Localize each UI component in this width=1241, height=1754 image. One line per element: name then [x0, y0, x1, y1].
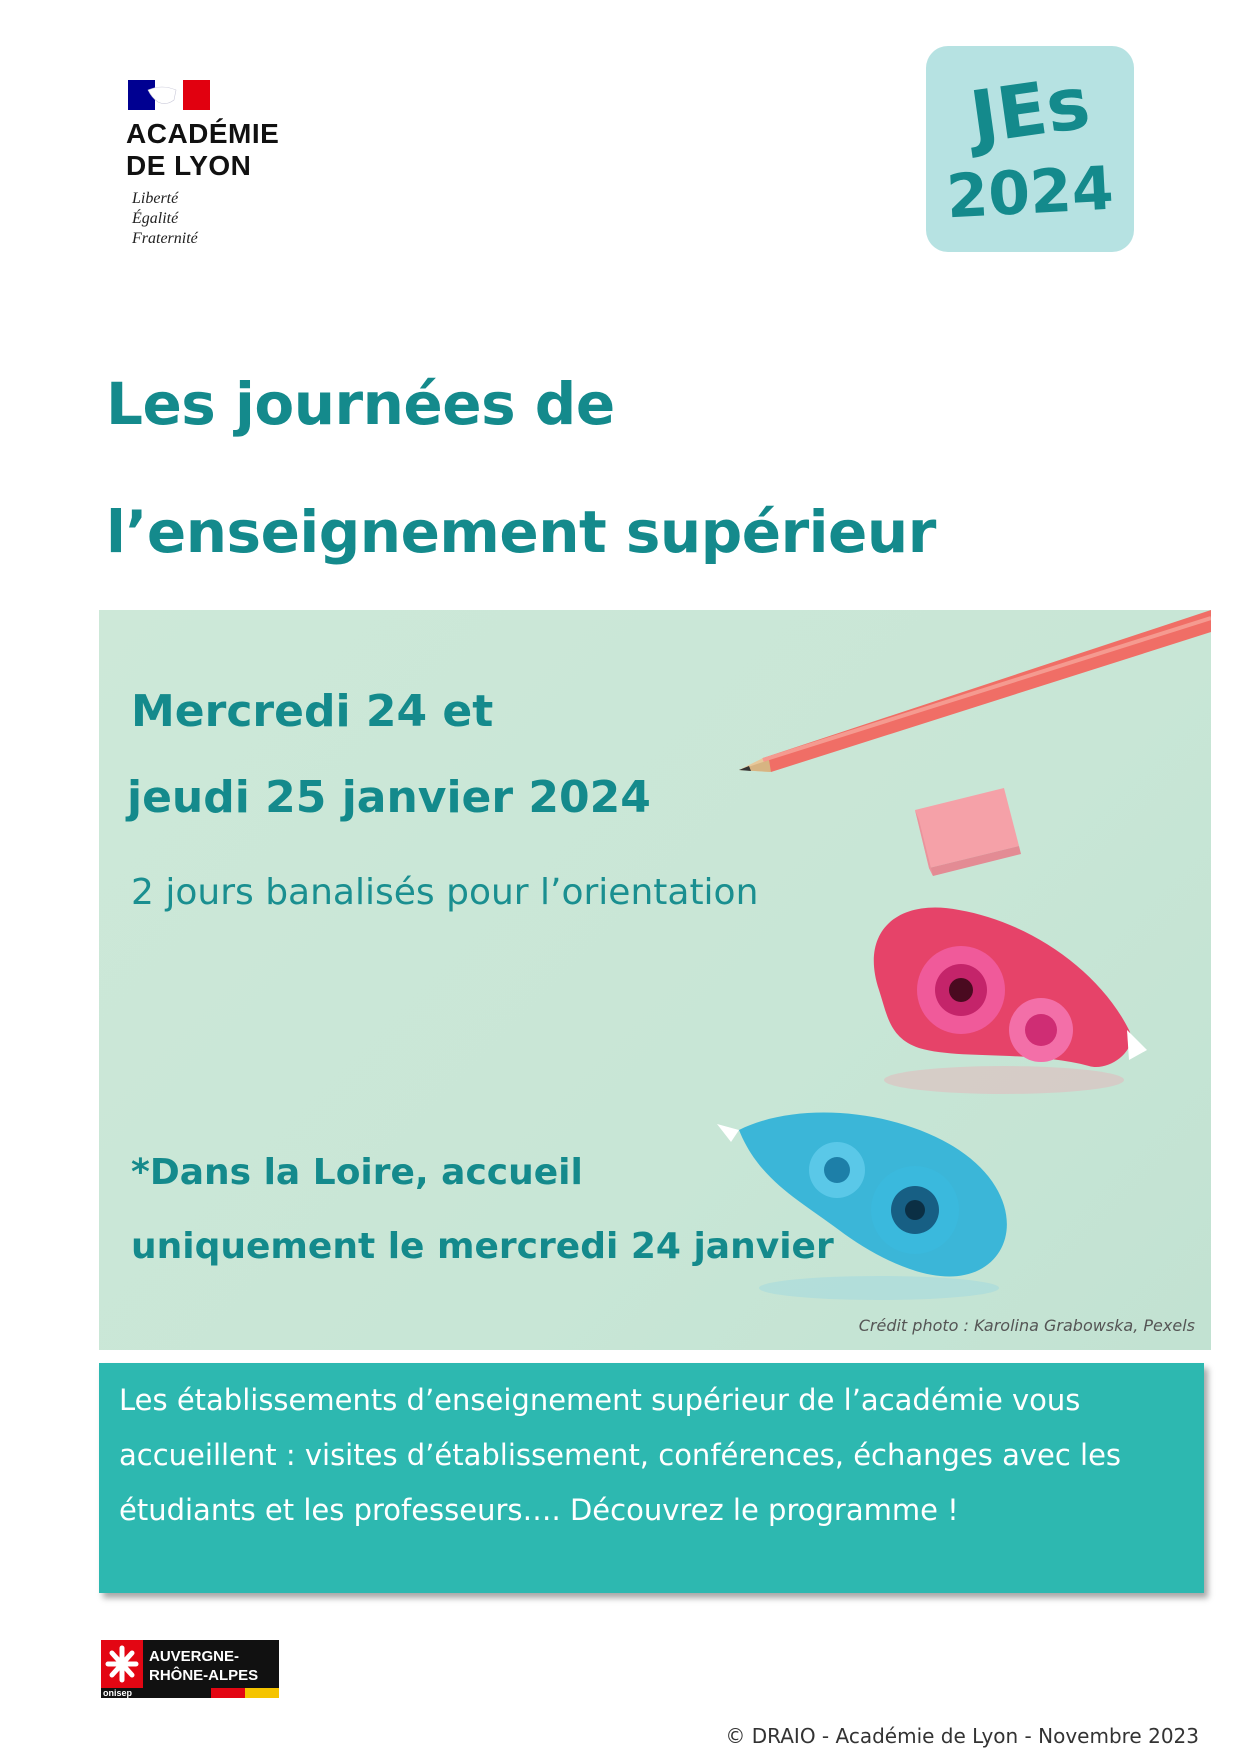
- onisep-region-line1: AUVERGNE-: [149, 1648, 240, 1665]
- motto-fraternite: Fraternité: [132, 230, 198, 247]
- photo-credit: Crédit photo : Karolina Grabowska, Pexels: [858, 1316, 1195, 1335]
- badge-jes-text: JEs: [965, 60, 1095, 160]
- marianne-flag-icon: [128, 80, 210, 110]
- eraser-icon: [915, 788, 1021, 876]
- loire-note-line1: *Dans la Loire, accueil: [131, 1152, 583, 1193]
- onisep-star-icon: [108, 1648, 136, 1680]
- pink-correction-tape-icon: [874, 908, 1147, 1094]
- motto-egalite: Égalité: [132, 210, 179, 227]
- event-date-subtitle: 2 jours banalisés pour l’orientation: [131, 872, 759, 913]
- academy-name-line1: ACADÉMIE: [126, 118, 280, 149]
- event-date-line1: Mercredi 24 et: [131, 686, 494, 737]
- info-box: [99, 1363, 1204, 1593]
- copyright-text: © DRAIO - Académie de Lyon - Novembre 2023: [725, 1724, 1199, 1748]
- academy-name-line2: DE LYON: [126, 150, 252, 181]
- blue-correction-tape-icon: [717, 1113, 1007, 1300]
- academie-de-lyon-logo: [124, 72, 324, 272]
- loire-note-line2: uniquement le mercredi 24 janvier: [131, 1226, 834, 1267]
- badge-year-text: 2024: [944, 153, 1116, 233]
- jes-2024-badge: [926, 46, 1134, 252]
- onisep-auvergne-rhone-alpes-logo: [101, 1640, 279, 1698]
- hero-photo: [99, 610, 1211, 1350]
- event-date-line2: jeudi 25 janvier 2024: [127, 772, 651, 823]
- page-title-line2: l’enseignement supérieur: [106, 498, 936, 566]
- page-title-line1: Les journées de: [106, 370, 615, 438]
- motto-liberte: Liberté: [132, 190, 179, 207]
- onisep-region-line2: RHÔNE-ALPES: [149, 1667, 259, 1684]
- onisep-brand-text: onisep: [103, 1688, 133, 1698]
- pencil-icon: [739, 610, 1211, 772]
- info-text: Les établissements d’enseignement supérieur de l’académie vous accueillent : visites d’établissement, conférences, échanges avec les étudiants et les professeurs…. Découvrez le programme !: [119, 1383, 1122, 1527]
